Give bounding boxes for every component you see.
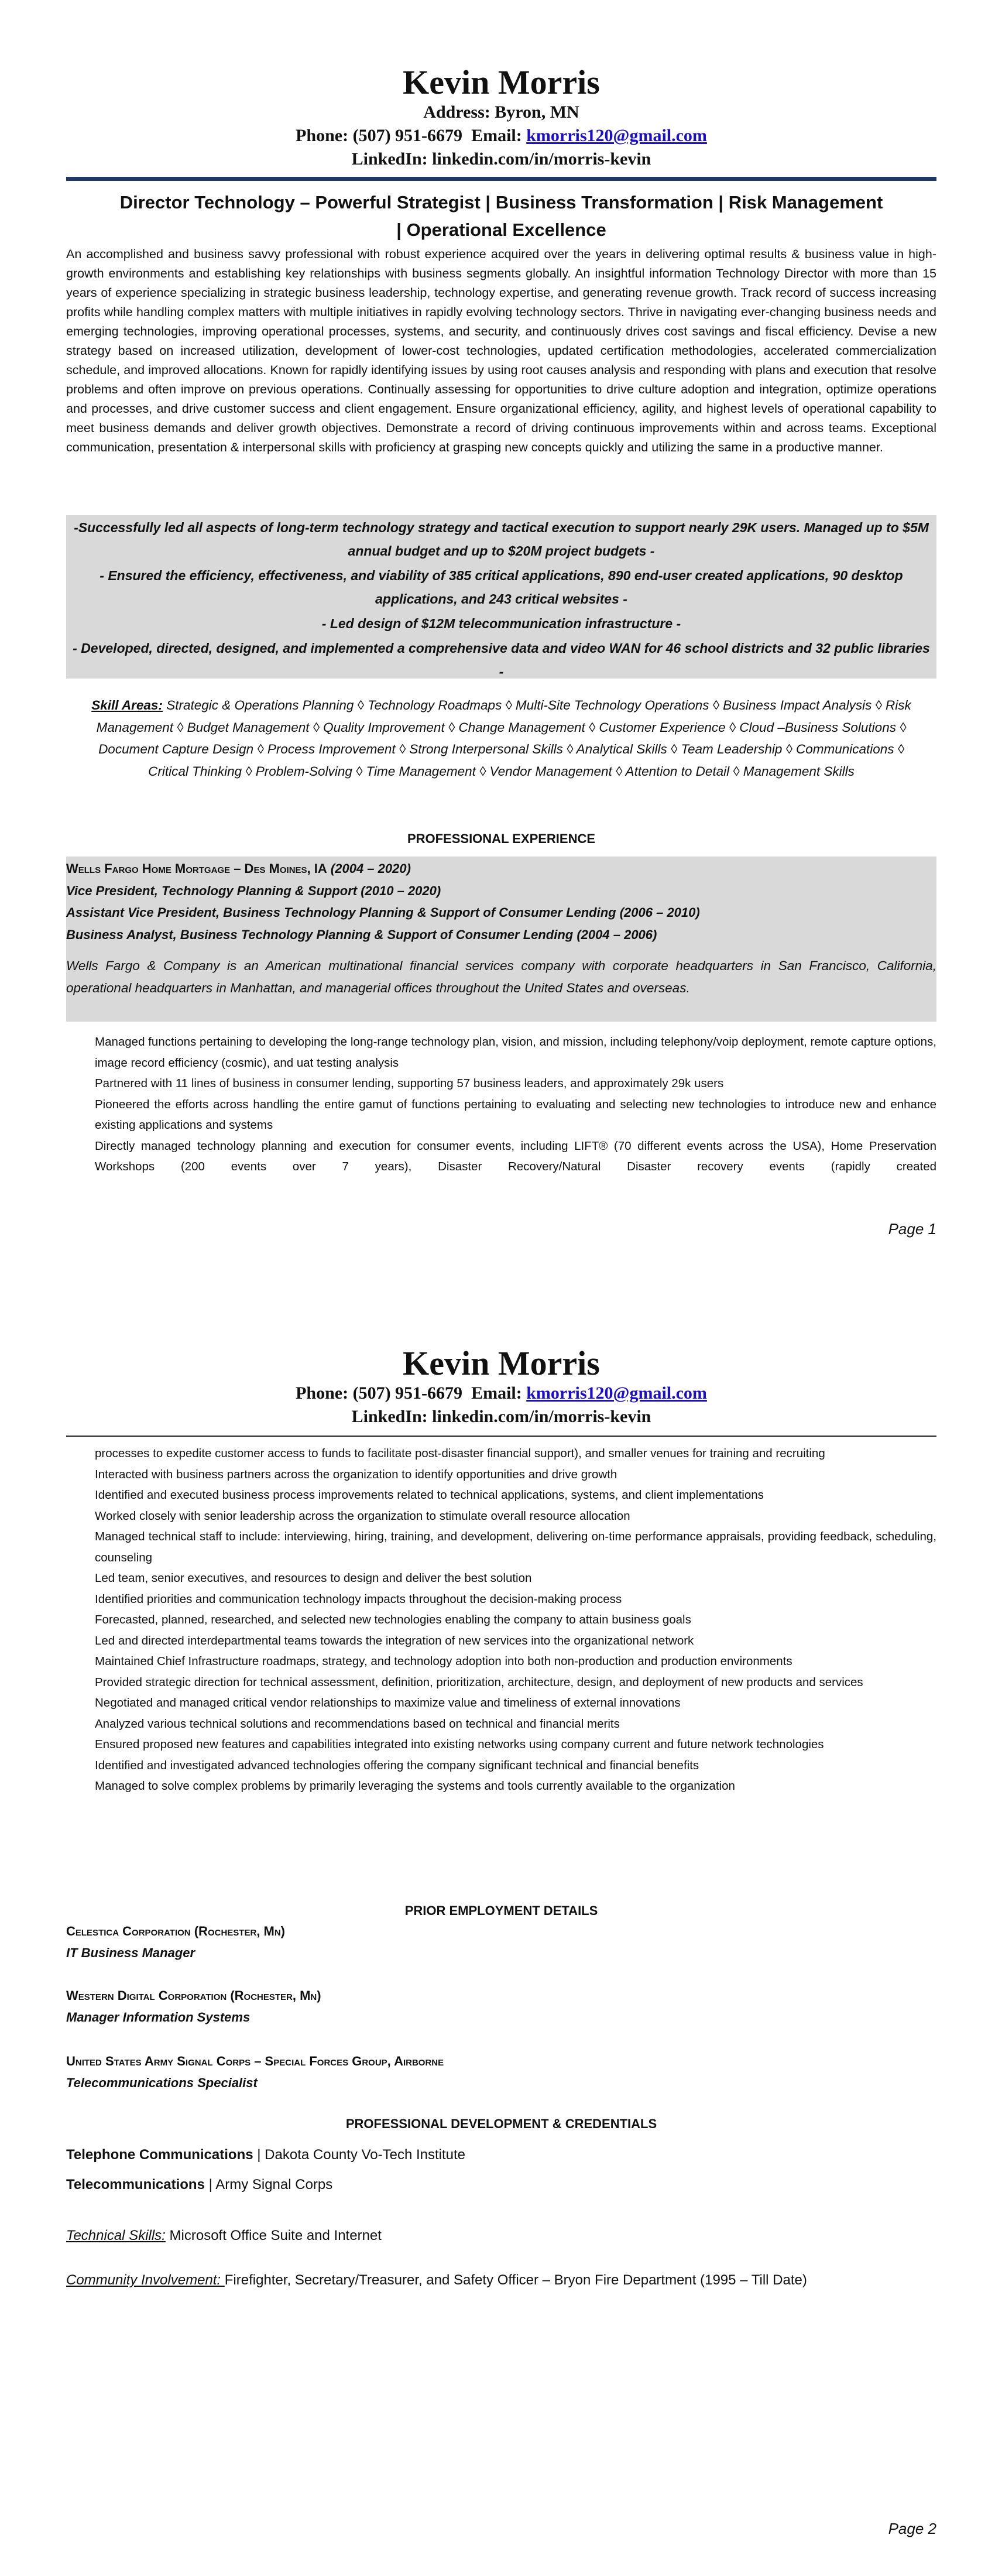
prior-role: Telecommunications Specialist — [66, 2075, 258, 2090]
email-label: Email: — [471, 1383, 522, 1403]
skill-areas-label: Skill Areas: — [91, 698, 163, 712]
prior-role: IT Business Manager — [66, 1945, 195, 1960]
list-item: Identified and executed business process improvements related to technical applications, systems, and client implementations — [95, 1488, 764, 1502]
list-item: Interacted with business partners across the organization to identify opportunities and drive growth — [95, 1467, 617, 1481]
separator: | — [253, 2147, 265, 2163]
email-label: Email: — [471, 126, 522, 145]
list-item: Provided strategic direction for technical assessment, definition, prioritization, architecture, design, and deployment of new products and services — [95, 1675, 863, 1689]
prior-job — [66, 1985, 936, 2028]
community-label: Community Involvement: — [66, 2272, 225, 2288]
technical-skills-value: Microsoft Office Suite and Internet — [165, 2228, 382, 2243]
achievement: -Successfully led all aspects of long-term technology strategy and tactical execution to support nearly 29K users. Managed up to $5M annual budget and up to $20M project budgets - — [74, 520, 929, 559]
prior-role: Manager Information Systems — [66, 2010, 251, 2025]
prior-company: United States Army Signal Corps – Special Forces Group, Airborne — [66, 2054, 444, 2068]
credential-name: Telecommunications — [66, 2177, 205, 2193]
achievement: - Developed, directed, designed, and implemented a comprehensive data and video WAN for 46 school districts and 32 public libraries - — [73, 640, 930, 679]
credential-name: Telephone Communications — [66, 2147, 253, 2163]
list-item: Managed functions pertaining to developing the long-range technology plan, vision, and mission, including telephony/voip deployment, remote capture options, image record efficiency (cosmic), and uat testing analysis — [95, 1035, 936, 1070]
linkedin: LinkedIn: linkedin.com/in/morris-kevin — [351, 1407, 651, 1426]
section-title-experience: PROFESSIONAL EXPERIENCE — [407, 831, 596, 846]
credential-org: Army Signal Corps — [215, 2177, 333, 2193]
page-number: Page 2 — [888, 2520, 936, 2537]
address: Address: Byron, MN — [423, 102, 579, 122]
experience-bullets-page1 — [95, 1032, 936, 1177]
company-description: Wells Fargo & Company is an American multinational financial services company with corporate headquarters in San Francisco, California, operational headquarters in Manhattan, and managerial offices throughout the United States and overseas. — [66, 958, 936, 995]
phone: Phone: (507) 951-6679 — [296, 1383, 463, 1403]
candidate-name: Kevin Morris — [403, 1344, 600, 1382]
credential-org: Dakota County Vo-Tech Institute — [265, 2147, 466, 2163]
list-item: Analyzed various technical solutions and recommendations based on technical and financial merits — [95, 1717, 620, 1731]
community-value: Firefighter, Secretary/Treasurer, and Safety Officer – Bryon Fire Department (1995 – Till Date) — [224, 2272, 807, 2288]
section-title-credentials: PROFESSIONAL DEVELOPMENT & CREDENTIALS — [345, 2116, 657, 2131]
job-header-box — [66, 857, 936, 1022]
company-name: Wells Fargo Home Mortgage – Des Moines, IA — [66, 861, 327, 876]
community-involvement — [66, 2270, 936, 2290]
prior-company: Western Digital Corporation (Rochester, Mn) — [66, 1988, 321, 2003]
resume-header-page2 — [66, 1345, 936, 1429]
company-dates: (2004 – 2020) — [330, 861, 411, 876]
role: Vice President, Technology Planning & Support (2010 – 2020) — [66, 883, 441, 898]
email-link[interactable]: kmorris120@gmail.com — [526, 1383, 707, 1403]
summary: An accomplished and business savvy professional with robust experience acquired over the years in delivering optimal results & business value in high-growth environments and establishing key relationships with business segments globally. An insightful information Technology Director with more than 15 years of experience specializing in strategic business leadership, technology expertise, and generating revenue growth. Track record of success increasing profits while handling complex matters with multiple initiatives in rapidly evolving technology sectors. Thrive in navigating ever-changing business needs and emerging technologies, improving operational processes, systems, and security, and continuously drives cost savings and fiscal efficiency. Devise a new strategy based on increased utilization, development of lower-cost technologies, updated certification methodologies, accelerated commercialization schedule, and improved allocations. Known for rapidly identifying issues by using root causes analysis and responding with plans and execution that resolve problems and often improve on previous operations. Continually assessing for opportunities to drive culture adoption and integration, optimize operations and processes, and drive customer success and client engagement. Ensure organizational efficiency, agility, and highest levels of operational capability to meet business demands and deliver growth objectives. Demonstrate a record of driving continuous improvements within and across teams. Exceptional communication, presentation & interpersonal skills with proficiency at grasping new concepts quickly and utilizing the same in a productive manner. — [66, 247, 936, 454]
company-line — [66, 858, 936, 880]
list-item: Led team, senior executives, and resources to design and deliver the best solution — [95, 1571, 532, 1585]
list-item: Directly managed technology planning and execution for consumer events, including LIFT® (70 different events across the USA), Home Preservation Workshops (200 events over 7 years), Disaster Recovery/Natural Disaster recovery events (rapidly created — [95, 1139, 936, 1173]
list-item: Maintained Chief Infrastructure roadmaps, strategy, and technology adoption into both non-production and production environments — [95, 1654, 792, 1668]
achievement: - Led design of $12M telecommunication infrastructure - — [321, 616, 681, 631]
list-item: Identified and investigated advanced technologies offering the company significant technical and financial benefits — [95, 1758, 699, 1772]
technical-skills — [66, 2226, 936, 2246]
list-item: Forecasted, planned, researched, and selected new technologies enabling the company to attain business goals — [95, 1613, 691, 1626]
phone-email-line — [66, 1382, 936, 1405]
prior-job — [66, 2050, 936, 2094]
list-item: Worked closely with senior leadership across the organization to stimulate overall resource allocation — [95, 1509, 630, 1523]
header-divider — [66, 1436, 936, 1437]
list-item: Managed to solve complex problems by primarily leveraging the systems and tools currently available to the organization — [95, 1779, 735, 1793]
headline: Director Technology – Powerful Strategist | Business Transformation | Risk Management | Operational Excellence — [119, 192, 883, 240]
page-number: Page 1 — [888, 1220, 936, 1238]
list-item: Managed technical staff to include: interviewing, hiring, training, and development, delivering on-time performance appraisals, providing feedback, scheduling, counseling — [95, 1530, 936, 1564]
phone: Phone: (507) 951-6679 — [296, 126, 463, 145]
linkedin: LinkedIn: linkedin.com/in/morris-kevin — [351, 149, 651, 169]
header-divider — [66, 177, 936, 181]
list-item: Partnered with 11 lines of business in consumer lending, supporting 57 business leaders, and approximately 29k users — [95, 1077, 724, 1090]
candidate-name: Kevin Morris — [403, 63, 600, 101]
skill-areas — [66, 694, 936, 782]
list-item: Pioneered the efforts across handling the entire gamut of functions pertaining to evaluating and selecting new technologies to introduce new and enhance existing applications and systems — [95, 1097, 936, 1132]
separator: | — [204, 2177, 216, 2193]
section-title-prior-employment: PRIOR EMPLOYMENT DETAILS — [404, 1903, 598, 1918]
prior-job — [66, 1920, 936, 1964]
role: Assistant Vice President, Business Technology Planning & Support of Consumer Lending (2006 – 2010) — [66, 905, 700, 920]
email-link[interactable]: kmorris120@gmail.com — [526, 126, 707, 145]
list-item: Ensured proposed new features and capabilities integrated into existing networks using company current and future network technologies — [95, 1738, 824, 1751]
role: Business Analyst, Business Technology Planning & Support of Consumer Lending (2004 – 2006) — [66, 927, 657, 942]
experience-bullets-page2 — [95, 1443, 936, 1797]
list-item: Led and directed interdepartmental teams towards the integration of new services into the organizational network — [95, 1633, 694, 1647]
list-item: processes to expedite customer access to funds to facilitate post-disaster financial support), and smaller venues for training and recruiting — [95, 1447, 825, 1460]
credential — [66, 2175, 936, 2195]
list-item: Negotiated and managed critical vendor relationships to maximize value and timeliness of external innovations — [95, 1696, 681, 1710]
achievements-box — [66, 515, 936, 679]
list-item: Identified priorities and communication technology impacts throughout the decision-making process — [95, 1592, 622, 1606]
resume-header — [66, 64, 936, 171]
skill-areas-list: Strategic & Operations Planning ◊ Technology Roadmaps ◊ Multi-Site Technology Operations ◊ Business Impact Analysis ◊ Risk Management ◊ Budget Management ◊ Quality Improvement ◊ Change Management ◊ Customer Experience ◊ Cloud –Business Solutions ◊ Document Capture Design ◊ Process Improvement ◊ Strong Interpersonal Skills ◊ Analytical Skills ◊ Team Leadership ◊ Communications ◊ Critical Thinking ◊ Problem-Solving ◊ Time Management ◊ Vendor Management ◊ Attention to Detail ◊ Management Skills — [96, 698, 911, 779]
achievement: - Ensured the efficiency, effectiveness, and viability of 385 critical applications, 890 end-user created applications, 90 desktop applications, and 243 critical websites - — [100, 568, 903, 607]
prior-company: Celestica Corporation (Rochester, Mn) — [66, 1924, 285, 1938]
credential — [66, 2145, 936, 2165]
phone-email-line — [66, 124, 936, 148]
technical-skills-label: Technical Skills: — [66, 2228, 166, 2243]
